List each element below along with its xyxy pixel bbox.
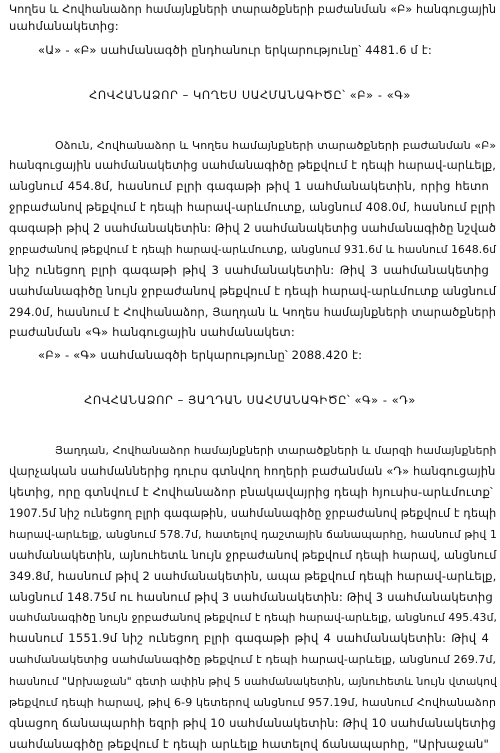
section-1-length-line: «Բ» - «Գ» սահմանագծի երկարությունը՝ 2088.420 է: bbox=[38, 347, 363, 362]
section-1-line-5: գագաթի թիվ 2 սահմանակետին: Թիվ 2 սահմանակետից սահմանագիծը նշված bbox=[9, 220, 497, 235]
section-1-line-6: ջրբաժանով թեքվում է դեպի հարավ-արևմուտք, անցնում 931.6մ և հասնում 1648.6մ bbox=[9, 242, 497, 256]
section-1-line-8: սահմանագիծը նույն ջրբաժանով թեքվում է դեպի հարավ-արևմուտք անցնում bbox=[9, 284, 497, 298]
section-2-line-6: սահմանակետին, այնուհետև նույն ջրբաժանով թեքվում դեպի հարավ, անցնում bbox=[9, 548, 497, 562]
section-2-line-15: սահմանագիծը թեքվում է դեպի արևելք հատելով ճանապարհը, "Արխաջան" bbox=[9, 737, 489, 751]
section-2-line-1: Յաղդան, Հովհանաձոր համայնքների տարածքների և մարզի համայնքների bbox=[55, 443, 497, 457]
section-2-heading: ՀՈՎՀԱՆԱՁՈՐ – ՅԱՂԴԱՆ ՍԱՀՄԱՆԱԳԻԾԸ՝ «Գ» - «Դ» bbox=[84, 394, 416, 408]
section-2-line-11: սահմանակետից սահմանագիծը թեքվում է դեպի հարավ-արևելք, անցնում 269.7մ, bbox=[9, 653, 497, 667]
section-1-line-10: բաժանման «Գ» հանգուցային սահմանակետ: bbox=[9, 325, 295, 340]
intro-length-line: «Ա» - «Բ» սահմանագծի ընդհանուր երկարությունը՝ 4481.6 մ է: bbox=[38, 42, 432, 57]
section-2-line-8: անցնում 148.75մ ու հասնում թիվ 3 սահմանակետին: Թիվ 3 սահմանակետից bbox=[9, 589, 493, 604]
section-2-line-10: հասնում 1551.9մ նիշ ունեցող բլրի գագաթի թիվ 4 սահմանակետին: Թիվ 4 bbox=[9, 631, 489, 646]
section-2-line-4: 1907.5մ նիշ ունեցող բլրի գագաթին, սահմանագիծը ջրբաժանով թեքվում է դեպի bbox=[9, 507, 497, 521]
section-1-line-3: անցնում 454.8մ, հասնում բլրի գագաթի թիվ 1 սահմանակետին, որից հետո bbox=[9, 179, 489, 194]
intro-line-1: Կողես և Հովհանաձոր համայնքների տարածքների բաժանման «Բ» հանգուցային bbox=[9, 3, 497, 16]
section-1-line-9: 294.0մ, հասնում է Հովհանաձոր, Յաղդան և Կողես համայնքների տարածքների bbox=[9, 305, 497, 320]
section-1-line-1: Օձուն, Հովհանաձոր և Կողես համայնքների տարածքների բաժանման «Բ» bbox=[55, 138, 497, 152]
section-1-line-2: հանգուցային սահմանակետից սահմանագիծը թեքվում է դեպի հարավ-արևելք, bbox=[9, 159, 496, 172]
section-2-line-9: սահմանագիծը նույն ջրբաժանով թեքվում է դեպի հարավ-արևելք, անցնում 495.43մ, bbox=[9, 611, 498, 625]
section-1-line-4: ջրբաժանով թեքվում է դեպի հարավ-արևմուտք, անցնում 408.0մ, հասնում բլրի bbox=[9, 200, 496, 215]
section-2-line-3: կետից, որը գտնվում է Հովհանաձոր բնակավայրից դեպի հյուսիս-արևմուտք՝ bbox=[9, 484, 493, 499]
section-1-line-7: նիշ ունեցող բլրի գագաթի թիվ 3 սահմանակետին: Թիվ 3 սահմանակետից bbox=[9, 262, 489, 277]
section-2-line-13: թեքվում դեպի հարավ, թիվ 6-9 կետերով անցնում 957.19մ, հասնում Հովհանաձոր bbox=[9, 695, 497, 709]
section-2-line-5: հարավ-արևելք, անցնում 578.7մ, հատելով դաշտային ճանապարհը, հասնում թիվ 1 bbox=[9, 528, 497, 542]
section-2-line-12: հասնում "Արխաջան" գետի ափին թիվ 5 սահմանակետին, այնուհետև նույն վտակով bbox=[9, 674, 498, 688]
section-2-line-2: վարչական սահմաններից դուրս գտնվող հողերի բաժանման «Դ» հանգուցային bbox=[9, 463, 496, 478]
section-2-line-7: 349.8մ, հասնում թիվ 2 սահմանակետին, ապա թեքվում դեպի հարավ-արևելք, bbox=[9, 568, 497, 583]
intro-line-2: սահմանակետից: bbox=[9, 18, 119, 33]
section-2-line-14: գնացող ճանապարհի եզրի թիվ 10 սահմանակետին: Թիվ 10 սահմանակետից bbox=[9, 715, 496, 730]
section-1-heading: ՀՈՎՀԱՆԱՁՈՐ – ԿՈՂԵՍ ՍԱՀՄԱՆԱԳԻԾԸ՝ «Բ» - «Գ» bbox=[89, 88, 411, 102]
